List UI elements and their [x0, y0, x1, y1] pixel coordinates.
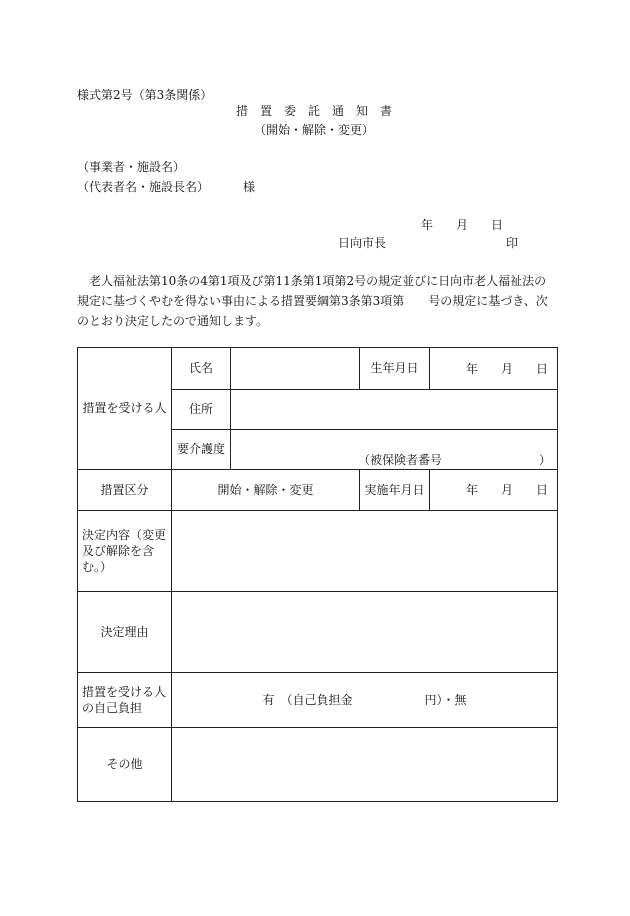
table-row-decision	[78, 511, 558, 592]
impl-year-label: 年	[466, 482, 479, 497]
care-level-label: 要介護度	[172, 430, 231, 470]
dob-field[interactable]	[430, 348, 558, 390]
document-subtitle: （開始・解除・変更）	[253, 123, 374, 137]
addressee-facility-line: （事業者・施設名）	[77, 160, 186, 174]
name-label: 氏名	[172, 348, 231, 390]
issue-day-label: 日	[491, 218, 504, 232]
issue-year-label: 年	[421, 218, 434, 232]
address-label: 住所	[172, 390, 231, 430]
form-number: 様式第2号（第3条関係）	[77, 88, 213, 102]
seal-mark: 印	[506, 236, 519, 250]
notice-table	[77, 347, 558, 802]
table-row-other	[78, 728, 558, 802]
dob-day-label: 日	[536, 361, 549, 376]
burden-label: 措置を受ける人の自己負担	[78, 673, 172, 728]
category-value[interactable]: 開始・解除・変更	[172, 470, 360, 511]
issuer-name: 日向市長	[338, 236, 387, 250]
decision-field[interactable]	[172, 511, 558, 592]
notice-body-text: 老人福祉法第10条の4第1項及び第11条第1項第2号の規定並びに日向市老人福祉法の規定に基づくやむを得ない事由による措置要綱第3条第3項第 号の規定に基づき、次のとおり決定したので通知します。	[77, 274, 548, 328]
impl-day-label: 日	[536, 482, 549, 497]
decision-label: 決定内容（変更及び解除を含む。）	[78, 511, 172, 592]
implementation-date-field[interactable]	[430, 470, 558, 511]
burden-value[interactable]: 有 （自己負担金 円）・無	[172, 673, 558, 728]
table-row-name	[78, 348, 558, 390]
dob-year-label: 年	[466, 361, 479, 376]
table-row-burden	[78, 673, 558, 728]
impl-month-label: 月	[501, 482, 514, 497]
table-row-category	[78, 470, 558, 511]
dob-month-label: 月	[501, 361, 514, 376]
other-label: その他	[78, 728, 172, 802]
category-label: 措置区分	[78, 470, 172, 511]
issue-month-label: 月	[456, 218, 469, 232]
implementation-date-label: 実施年月日	[360, 470, 430, 511]
reason-field[interactable]	[172, 592, 558, 673]
care-level-field[interactable]	[231, 430, 558, 470]
name-field[interactable]	[231, 348, 360, 390]
table-row-reason	[78, 592, 558, 673]
recipient-label: 措置を受ける人	[78, 348, 172, 470]
document-title: 措 置 委 託 通 知 書	[235, 104, 392, 118]
insured-number-close: ）	[538, 452, 551, 467]
dob-label: 生年月日	[360, 348, 430, 390]
other-field[interactable]	[172, 728, 558, 802]
insured-number-label: （被保険者番号	[358, 452, 443, 467]
reason-label: 決定理由	[78, 592, 172, 673]
addressee-honorific: 様	[243, 180, 256, 194]
address-field[interactable]	[231, 390, 558, 430]
addressee-representative-line: （代表者名・施設長名）	[77, 180, 210, 194]
